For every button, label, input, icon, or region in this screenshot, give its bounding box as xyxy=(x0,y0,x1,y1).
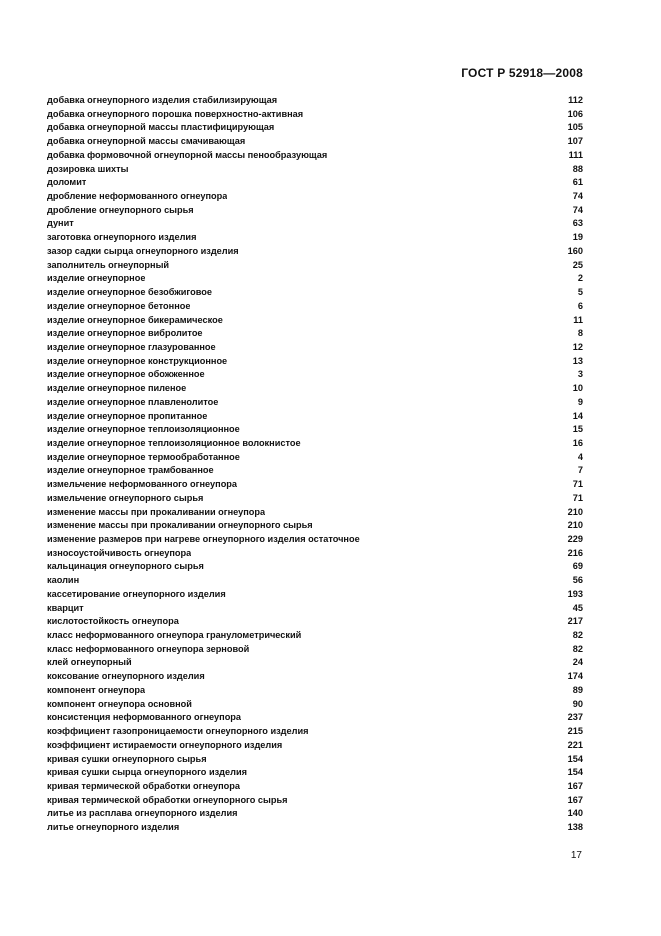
index-entry xyxy=(47,780,583,794)
index-entry xyxy=(47,135,583,149)
index-page-ref: 56 xyxy=(572,575,583,586)
index-term: кварцит xyxy=(47,602,84,613)
index-page-ref: 3 xyxy=(577,369,583,380)
index-term: кривая термической обработки огнеупора xyxy=(47,780,241,791)
index-page-ref: 210 xyxy=(567,520,583,531)
index-term: изделие огнеупорное безобжиговое xyxy=(47,287,213,298)
index-entry xyxy=(47,464,583,478)
index-entry xyxy=(47,492,583,506)
index-entry xyxy=(47,396,583,410)
index-term: компонент огнеупора основной xyxy=(47,698,192,709)
index-term: изделие огнеупорное термообработанное xyxy=(47,451,240,462)
index-page-ref: 7 xyxy=(577,465,583,476)
index-entry xyxy=(47,684,583,698)
index-term: добавка огнеупорного изделия стабилизирующая xyxy=(47,95,278,105)
index-term: кривая сушки огнеупорного сырья xyxy=(47,753,207,764)
index-page-ref: 61 xyxy=(572,177,583,188)
index-entry xyxy=(47,121,583,135)
index-page-ref: 15 xyxy=(572,424,583,435)
index-page-ref: 112 xyxy=(568,95,583,105)
index-entry xyxy=(47,217,583,231)
index-page-ref: 69 xyxy=(572,561,583,572)
index-term: дробление неформованного огнеупора xyxy=(47,191,228,202)
index-page-ref: 10 xyxy=(572,383,583,394)
index-term: дунит xyxy=(47,218,74,229)
index-term: изделие огнеупорное пиленое xyxy=(47,383,187,394)
index-term: класс неформованного огнеупора гранулометрический xyxy=(47,630,302,641)
index-entry xyxy=(47,574,583,588)
index-page-ref: 140 xyxy=(567,808,583,819)
index-term: заполнитель огнеупорный xyxy=(47,259,170,270)
index-entry xyxy=(47,108,583,122)
index-term: зазор садки сырца огнеупорного изделия xyxy=(47,245,239,256)
index-term: изделие огнеупорное глазурованное xyxy=(47,341,216,352)
index-page-ref: 88 xyxy=(572,163,583,174)
index-entry xyxy=(47,547,583,561)
index-page-ref: 217 xyxy=(567,616,583,627)
index-term: изделие огнеупорное пропитанное xyxy=(47,410,208,421)
index-entry xyxy=(47,314,583,328)
index-term: компонент огнеупора xyxy=(47,684,146,695)
index-entry xyxy=(47,451,583,465)
index-entry xyxy=(47,300,583,314)
index-page-ref: 4 xyxy=(577,451,583,462)
index-term: класс неформованного огнеупора зерновой xyxy=(47,643,250,654)
index-page-ref: 193 xyxy=(567,588,583,599)
index-page-ref: 154 xyxy=(567,753,583,764)
index-term: добавка огнеупорной массы пластифицирующая xyxy=(47,122,275,133)
index-entry xyxy=(47,176,583,190)
index-entry xyxy=(47,286,583,300)
index-term: кассетирование огнеупорного изделия xyxy=(47,588,226,599)
index-term: изменение массы при прокаливании огнеупора xyxy=(47,506,266,517)
index-page-ref: 71 xyxy=(572,492,583,503)
index-page-ref: 14 xyxy=(572,410,583,421)
index-page-ref: 106 xyxy=(567,108,583,119)
index-entry xyxy=(47,272,583,286)
index-term: изделие огнеупорное обожженное xyxy=(47,369,205,380)
index-page-ref: 16 xyxy=(572,437,583,448)
index-entry xyxy=(47,149,583,163)
index-entry xyxy=(47,327,583,341)
index-term: изменение размеров при нагреве огнеупорного изделия остаточное xyxy=(47,534,360,544)
document-header: ГОСТ Р 52918—2008 xyxy=(461,66,583,80)
index-entry xyxy=(47,245,583,259)
index-entry xyxy=(47,560,583,574)
index-entry xyxy=(47,643,583,657)
index-entry xyxy=(47,437,583,451)
index-entry xyxy=(47,204,583,218)
index-page-ref: 74 xyxy=(572,204,583,215)
index-term: кривая сушки сырца огнеупорного изделия xyxy=(47,767,247,778)
index-page-ref: 12 xyxy=(572,341,583,352)
index-entry xyxy=(47,698,583,712)
index-page-ref: 221 xyxy=(567,739,583,750)
index-entry xyxy=(47,670,583,684)
index-page-ref: 11 xyxy=(573,314,583,325)
index-term: кислотостойкость огнеупора xyxy=(47,616,179,627)
index-page-ref: 167 xyxy=(567,780,583,791)
index-page-ref: 154 xyxy=(567,767,583,778)
index-term: добавка огнеупорной массы смачивающая xyxy=(47,136,246,147)
index-term: изделие огнеупорное теплоизоляционное xyxy=(47,424,240,435)
index-entry xyxy=(47,725,583,739)
index-term: коэффициент истираемости огнеупорного изделия xyxy=(47,739,283,750)
index-entry xyxy=(47,753,583,767)
index-entry xyxy=(47,821,583,835)
index-entry xyxy=(47,656,583,670)
index-term: износоустойчивость огнеупора xyxy=(47,547,192,558)
index-term: измельчение огнеупорного сырья xyxy=(47,492,204,503)
index-entry xyxy=(47,766,583,780)
index-entry xyxy=(47,602,583,616)
index-entry xyxy=(47,382,583,396)
page-number: 17 xyxy=(570,850,582,861)
index-term: изделие огнеупорное теплоизоляционное волокнистое xyxy=(47,437,301,448)
index-page-ref: 107 xyxy=(567,136,583,147)
index-entry xyxy=(47,231,583,245)
index-entry xyxy=(47,410,583,424)
index-term: изделие огнеупорное xyxy=(47,273,146,284)
index-term: изделие огнеупорное плавленолитое xyxy=(47,396,219,407)
index-term: коэффициент газопроницаемости огнеупорного изделия xyxy=(47,726,309,737)
index-page-ref: 63 xyxy=(572,218,583,229)
index-entry xyxy=(47,259,583,273)
index-page-ref: 210 xyxy=(567,506,583,517)
index-term: изделие огнеупорное бетонное xyxy=(47,300,191,311)
index-page-ref: 105 xyxy=(567,122,583,133)
index-page-ref: 71 xyxy=(572,479,583,490)
index-page-ref: 174 xyxy=(567,671,583,682)
index-entry xyxy=(47,94,583,108)
index-page-ref: 82 xyxy=(572,630,583,641)
index-term: заготовка огнеупорного изделия xyxy=(47,232,197,243)
index-page-ref: 215 xyxy=(567,726,583,737)
index-entry xyxy=(47,711,583,725)
index-page-ref: 237 xyxy=(567,712,583,723)
index-page-ref: 45 xyxy=(572,602,583,613)
index-page-ref: 8 xyxy=(577,328,583,339)
index-term: литье огнеупорного изделия xyxy=(47,822,180,833)
index-term: кривая термической обработки огнеупорного сырья xyxy=(47,794,288,805)
index-term: добавка формовочной огнеупорной массы пенообразующая xyxy=(47,149,328,160)
index-page-ref: 9 xyxy=(577,396,583,407)
index-entry xyxy=(47,588,583,602)
index-entry xyxy=(47,739,583,753)
index-term: изменение массы при прокаливании огнеупорного сырья xyxy=(47,520,313,531)
index-entry xyxy=(47,506,583,520)
index-entry xyxy=(47,368,583,382)
index-page-ref: 229 xyxy=(567,534,583,544)
index-term: изделие огнеупорное вибролитое xyxy=(47,328,203,339)
index-entry xyxy=(47,807,583,821)
index-entry xyxy=(47,519,583,533)
index-term: доломит xyxy=(47,177,87,188)
index-term: изделие огнеупорное конструкционное xyxy=(47,355,228,366)
index-term: дозировка шихты xyxy=(47,163,129,174)
index-term: каолин xyxy=(47,575,80,586)
index-page-ref: 74 xyxy=(572,191,583,202)
index-entry xyxy=(47,794,583,808)
index-page-ref: 111 xyxy=(568,149,583,160)
index-term: изделие огнеупорное бикерамическое xyxy=(47,314,223,325)
index-page-ref: 138 xyxy=(567,822,583,833)
index-entry xyxy=(47,478,583,492)
index-entry xyxy=(47,615,583,629)
alphabetical-index xyxy=(47,94,583,835)
index-term: кальцинация огнеупорного сырья xyxy=(47,561,204,572)
index-page-ref: 19 xyxy=(572,232,583,243)
index-term: изделие огнеупорное трамбованное xyxy=(47,465,214,476)
index-term: измельчение неформованного огнеупора xyxy=(47,479,238,490)
index-page-ref: 82 xyxy=(572,643,583,654)
index-page-ref: 90 xyxy=(572,698,583,709)
index-page-ref: 160 xyxy=(567,245,583,256)
index-term: коксование огнеупорного изделия xyxy=(47,671,205,682)
index-page-ref: 25 xyxy=(572,259,583,270)
index-page-ref: 2 xyxy=(577,273,583,284)
index-term: литье из расплава огнеупорного изделия xyxy=(47,808,238,819)
index-entry xyxy=(47,341,583,355)
index-page-ref: 24 xyxy=(572,657,583,668)
index-entry xyxy=(47,190,583,204)
index-term: консистенция неформованного огнеупора xyxy=(47,712,242,723)
index-entry xyxy=(47,423,583,437)
index-entry xyxy=(47,533,583,547)
index-page-ref: 216 xyxy=(567,547,583,558)
index-entry xyxy=(47,629,583,643)
index-page-ref: 167 xyxy=(567,794,583,805)
index-page-ref: 13 xyxy=(572,355,583,366)
index-term: добавка огнеупорного порошка поверхностно-активная xyxy=(47,108,304,119)
index-page-ref: 6 xyxy=(577,300,583,311)
index-page-ref: 5 xyxy=(577,287,583,298)
index-term: клей огнеупорный xyxy=(47,657,132,668)
index-page-ref: 89 xyxy=(572,684,583,695)
index-term: дробление огнеупорного сырья xyxy=(47,204,194,215)
index-entry xyxy=(47,355,583,369)
index-entry xyxy=(47,163,583,177)
